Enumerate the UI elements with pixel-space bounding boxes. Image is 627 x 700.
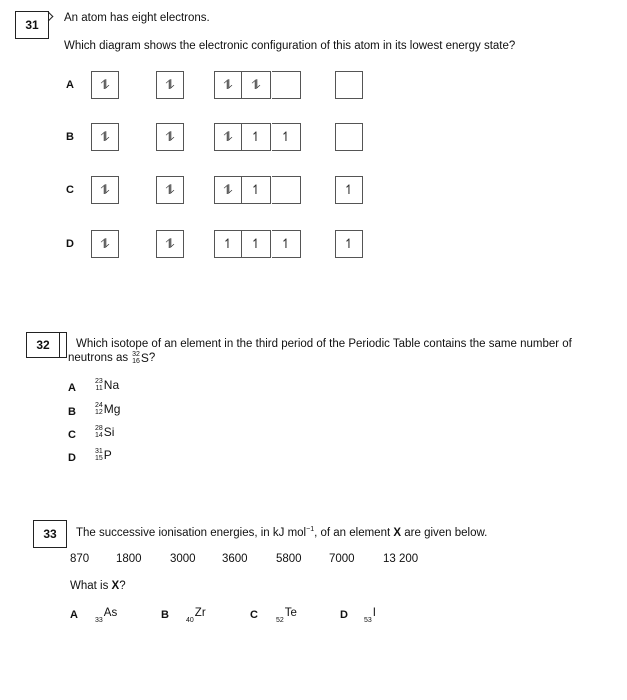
question-number-33: 33: [33, 520, 67, 548]
q33-option-d-element[interactable]: [364, 607, 376, 624]
q31-question: Which diagram shows the electronic configuration of this atom in its lowest energy state?: [64, 40, 516, 52]
q33-unit-exponent: −1: [306, 526, 315, 533]
q33-option-b-letter: B: [161, 609, 169, 621]
q32-option-c-letter: C: [68, 429, 76, 441]
atomic-number: 16: [132, 358, 140, 365]
element-symbol: S: [140, 351, 149, 365]
element-symbol: Na: [103, 378, 120, 392]
element-symbol: Zr: [194, 607, 206, 619]
q33-element-x: X: [393, 526, 402, 539]
element-symbol: Si: [103, 425, 115, 439]
ionisation-energy-2: 1800: [116, 553, 142, 565]
orbital-box: [272, 176, 301, 204]
element-symbol: I: [372, 607, 376, 619]
number-box-tail: [58, 332, 67, 358]
q32-option-d-letter: D: [68, 452, 76, 464]
orbital-box: ↿: [242, 230, 271, 258]
q31-option-a-letter: A: [66, 79, 74, 91]
q32-line2-suffix: ?: [148, 352, 156, 364]
orbital-box: ⥮: [242, 71, 271, 99]
atomic-number: 15: [95, 455, 103, 462]
ionisation-energy-4: 3600: [222, 553, 248, 565]
element-symbol: As: [103, 607, 118, 619]
q32-line2-prefix: neutrons as: [68, 352, 129, 364]
q33-prompt: [70, 580, 126, 592]
orbital-box: ⥮: [156, 123, 184, 151]
orbital-box: ↿: [335, 230, 363, 258]
q31-option-c-letter: C: [66, 184, 74, 196]
mass-number: 32: [132, 351, 140, 358]
orbital-box: [272, 71, 301, 99]
q32-option-a-isotope[interactable]: [95, 378, 119, 392]
q33-option-d-letter: D: [340, 609, 348, 621]
atomic-number: 12: [95, 409, 103, 416]
q32-option-c-isotope[interactable]: [95, 425, 114, 439]
mass-number: 24: [95, 402, 103, 409]
q32-option-a-letter: A: [68, 382, 76, 394]
q32-question-line1: Which isotope of an element in the third period of the Periodic Table contains the same number of: [76, 338, 572, 350]
element-symbol: Te: [284, 607, 297, 619]
orbital-box: ⥮: [91, 123, 119, 151]
atomic-number: 11: [95, 385, 103, 392]
q32-option-b-isotope[interactable]: [95, 402, 120, 416]
orbital-box: ⥮: [91, 176, 119, 204]
orbital-box: ⥮: [91, 71, 119, 99]
orbital-box: ⥮: [91, 230, 119, 258]
q33-prompt-x: X: [111, 580, 120, 592]
q32-reference-isotope: [132, 351, 149, 365]
q33-prompt-q: ?: [119, 580, 126, 592]
atomic-number: 52: [276, 617, 284, 624]
q32-option-d-isotope[interactable]: [95, 448, 112, 462]
orbital-box: ⥮: [156, 176, 184, 204]
orbital-box: [335, 71, 363, 99]
q33-option-c-element[interactable]: [276, 607, 297, 624]
q33-question-prefix: The successive ionisation energies, in kJ mol: [76, 526, 307, 539]
orbital-box: ↿: [335, 176, 363, 204]
mass-number: 28: [95, 425, 103, 432]
orbital-box: [335, 123, 363, 151]
orbital-box: ↿: [272, 123, 301, 151]
orbital-box: ⥮: [156, 71, 184, 99]
element-symbol: P: [103, 448, 112, 462]
q32-question-line2: [68, 351, 155, 365]
element-symbol: Mg: [103, 402, 121, 416]
q33-option-c-letter: C: [250, 609, 258, 621]
atomic-number: 14: [95, 432, 103, 439]
q31-intro: An atom has eight electrons.: [64, 12, 210, 24]
orbital-box: ↿: [214, 230, 242, 258]
ionisation-energy-3: 3000: [170, 553, 196, 565]
atomic-number: 40: [186, 617, 194, 624]
ionisation-energy-6: 7000: [329, 553, 355, 565]
q33-option-b-element[interactable]: [186, 607, 206, 624]
orbital-box: ↿: [242, 176, 271, 204]
q33-question-suffix: are given below.: [404, 526, 488, 539]
ionisation-energy-7: 13 200: [383, 553, 419, 565]
orbital-box: ⥮: [214, 176, 242, 204]
atomic-number: 33: [95, 617, 103, 624]
question-number-31: 31: [15, 11, 49, 39]
orbital-box: ⥮: [214, 71, 242, 99]
q33-question-mid: , of an element: [314, 526, 391, 539]
q31-option-b-letter: B: [66, 131, 74, 143]
ionisation-energy-1: 870: [70, 553, 90, 565]
orbital-box: ↿: [272, 230, 301, 258]
q33-option-a-element[interactable]: [95, 607, 118, 624]
q33-question: [76, 526, 487, 539]
mass-number: 31: [95, 448, 103, 455]
atomic-number: 53: [364, 617, 372, 624]
orbital-box: ↿: [242, 123, 271, 151]
orbital-box: ⥮: [156, 230, 184, 258]
q31-option-d-letter: D: [66, 238, 74, 250]
mass-number: 23: [95, 378, 103, 385]
q33-option-a-letter: A: [70, 609, 78, 621]
q32-option-b-letter: B: [68, 406, 76, 418]
ionisation-energy-5: 5800: [276, 553, 302, 565]
q33-prompt-text: What is: [70, 580, 109, 592]
question-number-32: 32: [26, 332, 60, 358]
orbital-box: ⥮: [214, 123, 242, 151]
